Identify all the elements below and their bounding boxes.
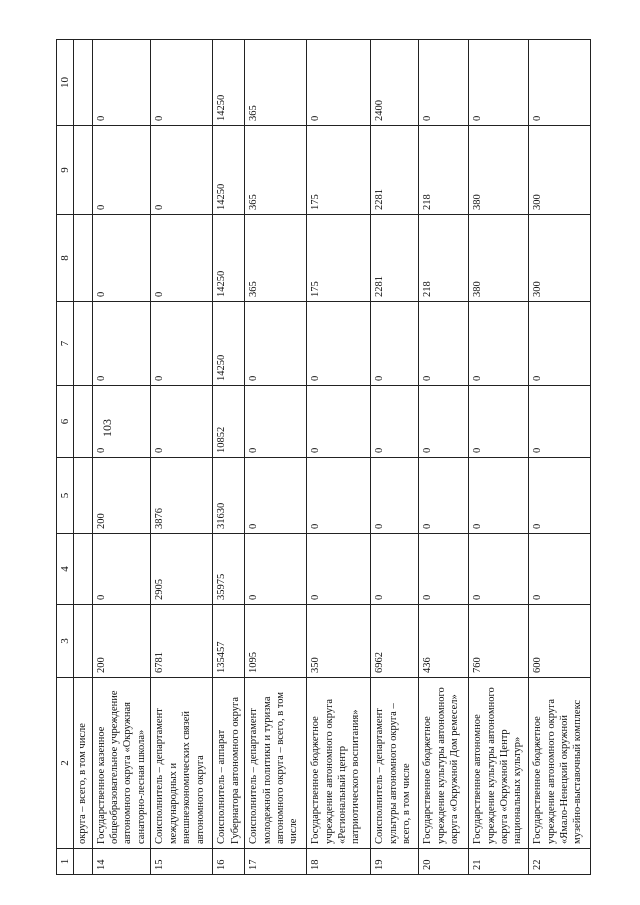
- value-cell: 0: [469, 386, 529, 458]
- table-row: [529, 40, 591, 875]
- row-name-cell: Государственное казенное общеобразовательное учреждение автономного округа «Окружная санаторно-лесная школа»: [92, 678, 151, 849]
- value-cell: 0: [419, 534, 469, 605]
- row-index-cell: 21: [469, 849, 529, 875]
- empty-cell: [74, 215, 92, 302]
- value-cell: 14250: [213, 40, 245, 126]
- header-col-2: 2: [57, 678, 74, 849]
- header-col-9: 9: [57, 126, 74, 215]
- value-cell: 300: [529, 215, 591, 302]
- header-col-1: 1: [57, 849, 74, 875]
- header-row: [57, 40, 74, 875]
- header-col-5: 5: [57, 458, 74, 534]
- value-cell: 0: [307, 40, 371, 126]
- value-cell: 218: [419, 126, 469, 215]
- value-cell: 380: [469, 215, 529, 302]
- value-cell: 600: [529, 605, 591, 678]
- value-cell: 0: [419, 458, 469, 534]
- value-cell: 365: [245, 215, 307, 302]
- page-number: 103: [100, 419, 114, 437]
- value-cell: 0: [371, 386, 419, 458]
- value-cell: 10852: [213, 386, 245, 458]
- value-cell: 0: [245, 458, 307, 534]
- row-index-cell: 17: [245, 849, 307, 875]
- value-cell: 365: [245, 40, 307, 126]
- value-cell: 0: [307, 386, 371, 458]
- value-cell: 0: [469, 458, 529, 534]
- empty-cell: [74, 386, 92, 458]
- value-cell: 760: [469, 605, 529, 678]
- row-name-cell: Государственное бюджетное учреждение культуры автономного округа «Окружной Дом ремесел»: [419, 678, 469, 849]
- budget-table: [56, 39, 591, 875]
- value-cell: 0: [307, 302, 371, 386]
- value-cell: 175: [307, 215, 371, 302]
- value-cell: 0: [419, 40, 469, 126]
- empty-cell: [74, 40, 92, 126]
- value-cell: 14250: [213, 126, 245, 215]
- table-row: [469, 40, 529, 875]
- value-cell: 2905: [151, 534, 213, 605]
- empty-cell: [74, 534, 92, 605]
- value-cell: 0: [245, 534, 307, 605]
- table-row: [151, 40, 213, 875]
- row-index-cell: 16: [213, 849, 245, 875]
- value-cell: 6781: [151, 605, 213, 678]
- value-cell: 2281: [371, 215, 419, 302]
- row-index-cell: 15: [151, 849, 213, 875]
- value-cell: 1095: [245, 605, 307, 678]
- table-row: [371, 40, 419, 875]
- value-cell: 31630: [213, 458, 245, 534]
- value-cell: 218: [419, 215, 469, 302]
- header-col-3: 3: [57, 605, 74, 678]
- value-cell: 365: [245, 126, 307, 215]
- rotated-table-container: [56, 40, 584, 875]
- header-col-7: 7: [57, 302, 74, 386]
- value-cell: 0: [307, 458, 371, 534]
- empty-cell: [74, 458, 92, 534]
- value-cell: 0: [529, 40, 591, 126]
- empty-cell: [74, 302, 92, 386]
- value-cell: 0: [371, 458, 419, 534]
- header-col-10: 10: [57, 40, 74, 126]
- value-cell: 2400: [371, 40, 419, 126]
- value-cell: 0: [92, 40, 151, 126]
- value-cell: 200: [92, 458, 151, 534]
- value-cell: 0: [469, 534, 529, 605]
- table-row: [419, 40, 469, 875]
- value-cell: 0: [529, 458, 591, 534]
- value-cell: 14250: [213, 215, 245, 302]
- row-name-cell: Соисполнитель – департамент молодежной политики и туризма автономного округа – всего, в том числе: [245, 678, 307, 849]
- table-row: [213, 40, 245, 875]
- value-cell: 6962: [371, 605, 419, 678]
- value-cell: 0: [419, 386, 469, 458]
- row-index-cell: 19: [371, 849, 419, 875]
- value-cell: 0: [151, 386, 213, 458]
- value-cell: 0: [151, 126, 213, 215]
- value-cell: 0: [469, 302, 529, 386]
- value-cell: 35975: [213, 534, 245, 605]
- value-cell: 0: [529, 302, 591, 386]
- table-row: [74, 40, 92, 875]
- value-cell: 350: [307, 605, 371, 678]
- value-cell: 0: [529, 534, 591, 605]
- empty-cell: [74, 126, 92, 215]
- value-cell: 0: [92, 302, 151, 386]
- row-name-cell: округа – всего, в том числе: [74, 678, 92, 849]
- header-col-8: 8: [57, 215, 74, 302]
- row-name-cell: Государственное бюджетное учреждение автономного округа «Ямало-Ненецкий окружной музейно-выставочный комплекс: [529, 678, 591, 849]
- value-cell: 436: [419, 605, 469, 678]
- value-cell: 0: [151, 40, 213, 126]
- value-cell: 0: [529, 386, 591, 458]
- value-cell: 135457: [213, 605, 245, 678]
- value-cell: 2281: [371, 126, 419, 215]
- value-cell: 175: [307, 126, 371, 215]
- row-name-cell: Государственное бюджетное учреждение автономного округа «Региональный центр патриотического воспитания»: [307, 678, 371, 849]
- table-row: [245, 40, 307, 875]
- value-cell: 0: [92, 386, 151, 458]
- table-row: [307, 40, 371, 875]
- value-cell: 0: [92, 534, 151, 605]
- value-cell: 0: [245, 302, 307, 386]
- value-cell: 0: [245, 386, 307, 458]
- empty-cell: [74, 605, 92, 678]
- value-cell: 3876: [151, 458, 213, 534]
- header-col-6: 6: [57, 386, 74, 458]
- value-cell: 0: [92, 126, 151, 215]
- row-index-cell: 22: [529, 849, 591, 875]
- value-cell: 0: [92, 215, 151, 302]
- row-name-cell: Государственное автономное учреждение культуры автономного округа «Окружной Центр национальных культур»: [469, 678, 529, 849]
- value-cell: 0: [371, 302, 419, 386]
- value-cell: 380: [469, 126, 529, 215]
- value-cell: 0: [469, 40, 529, 126]
- value-cell: 300: [529, 126, 591, 215]
- row-index-cell: [74, 849, 92, 875]
- row-name-cell: Соисполнитель – аппарат Губернатора автономного округа: [213, 678, 245, 849]
- value-cell: 0: [151, 215, 213, 302]
- value-cell: 200: [92, 605, 151, 678]
- value-cell: 0: [151, 302, 213, 386]
- row-index-cell: 18: [307, 849, 371, 875]
- row-index-cell: 14: [92, 849, 151, 875]
- table-row: [92, 40, 151, 875]
- row-name-cell: Соисполнитель – департамент международных и внешнеэкономических связей автономного округа: [151, 678, 213, 849]
- value-cell: 0: [307, 534, 371, 605]
- value-cell: 0: [371, 534, 419, 605]
- row-index-cell: 20: [419, 849, 469, 875]
- table-rotation-frame: [56, 40, 584, 875]
- row-name-cell: Соисполнитель – департамент культуры автономного округа – всего, в том числе: [371, 678, 419, 849]
- header-col-4: 4: [57, 534, 74, 605]
- value-cell: 14250: [213, 302, 245, 386]
- value-cell: 0: [419, 302, 469, 386]
